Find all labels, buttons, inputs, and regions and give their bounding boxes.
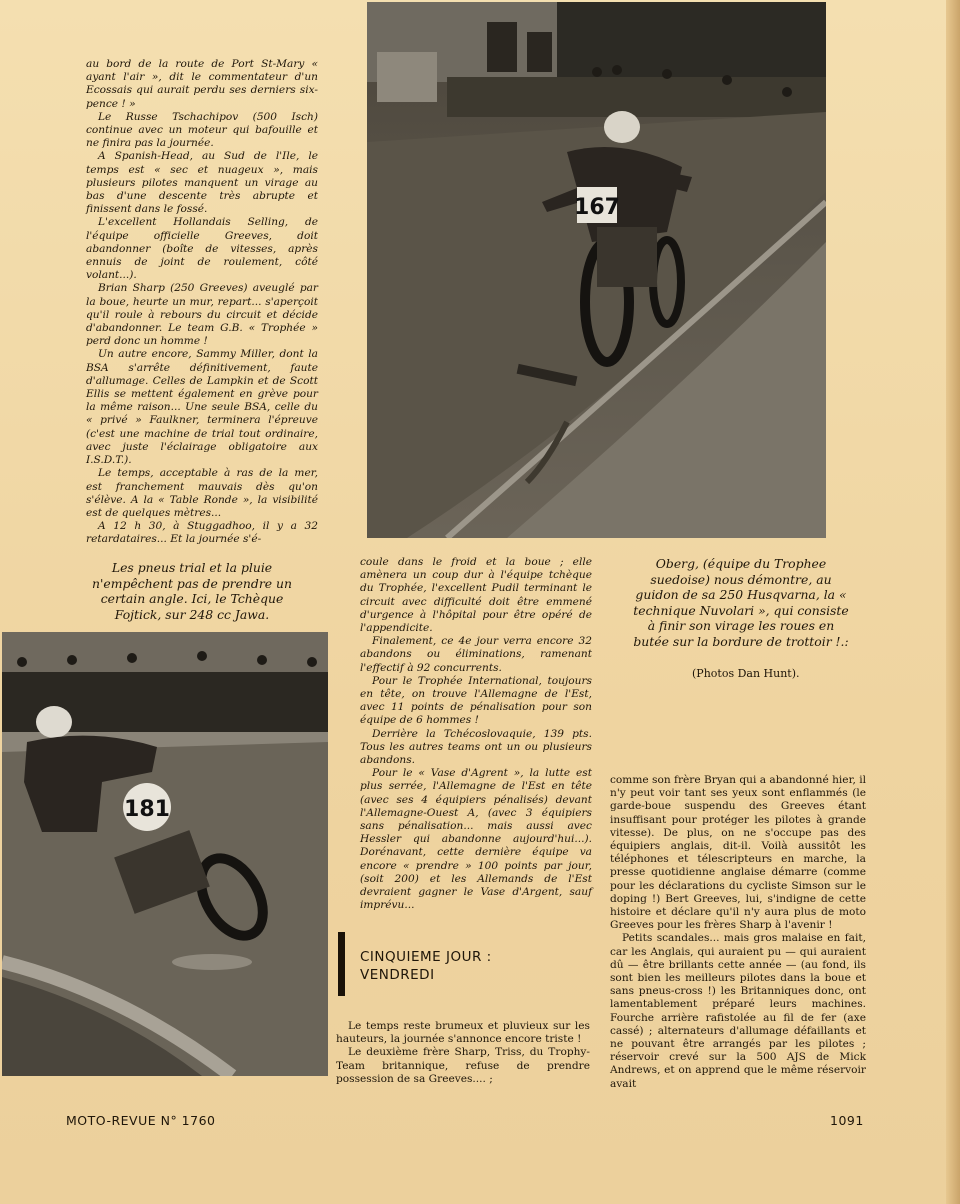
paragraph: Le Russe Tschachipov (500 Isch) continue avec un moteur qui bafouille et ne finira pas la journée.: [86, 110, 318, 150]
paragraph: Pour le « Vase d'Agrent », la lutte est plus serrée, l'Allemagne de l'Est en tête (avec ses 4 équipiers pénalisés) devant l'Allemagne-Ouest A, (avec 3 équipiers sans pénalisation... mais aussi avec Hessler qui abandonne aujourd'hui...). Dorénavant, cette dernière équipe va encore « prendre » 100 points par jour, (soit 200) et les Allemands de l'Est devraient gagner le Vase d'Argent, sauf imprévu...: [360, 767, 592, 912]
page-edge-shadow: [946, 0, 960, 1204]
photo-rider-181-image: [2, 632, 328, 1076]
paragraph: Un autre encore, Sammy Miller, dont la BSA s'arrête définitivement, faute d'allumage. Celles de Lampkin et de Scott Ellis se mettent également en grève pour la même raison... Une seule BSA, celle du « privé » Faulkner, terminera l'épreuve (c'est une machine de trial tout ordinaire, avec juste l'éclairage obligatoire aux I.S.D.T.).: [86, 348, 318, 467]
paragraph: L'excellent Hollandais Selling, de l'équipe officielle Greeves, doit abandonner (boîte de vitesses, après ennuis de joint de roulement, côté volant...).: [86, 216, 318, 282]
paragraph: comme son frère Bryan qui a abandonné hier, il n'y peut voir tant ses yeux sont enflammés (le garde-boue suspendu des Greeves étant insuffisant pour protéger les pilotes à grande vitesse). De plus, on ne s'occupe pas des équipiers anglais, dit-il. Voilà aussitôt les téléphones et télescripteurs en marche, la presse quotidienne anglaise démarre (comme pour les déclarations du cycliste Simson sur le doping !) Bert Greeves, lui, s'indigne de cette histoire et déclare qu'il n'y aura plus de moto Greeves pour les frères Sharp à l'avenir !: [610, 774, 866, 932]
paragraph: Le deuxième frère Sharp, Triss, du Trophy-Team britannique, refuse de prendre possession de sa Greeves.... ;: [336, 1046, 590, 1085]
photo-credit: (Photos Dan Hunt).: [692, 667, 800, 680]
paragraph: Le temps reste brumeux et pluvieux sur les hauteurs, la journée s'annonce encore triste !: [336, 1020, 590, 1046]
paragraph: A 12 h 30, à Stuggadhoo, il y a 32 retardataires... Et la journée s'é-: [86, 520, 318, 546]
paragraph: Derrière la Tchécoslovaquie, 139 pts. Tous les autres teams ont un ou plusieurs abandons.: [360, 727, 592, 767]
paragraph: A Spanish-Head, au Sud de l'Ile, le temps est « sec et nuageux », mais plusieurs pilotes manquent un virage au bas d'une descente très abrupte et finissent dans le fossé.: [86, 150, 318, 216]
article-column-2-lower: [336, 1020, 590, 1086]
article-column-2: [360, 556, 592, 912]
section-heading-line-1: CINQUIEME JOUR :: [360, 949, 492, 965]
photo-rider-167-image: [367, 2, 826, 538]
paragraph: Le temps, acceptable à ras de la mer, est franchement mauvais dès qu'on s'élève. A la « Table Ronde », la visibilité est de quelques mètres...: [86, 467, 318, 519]
section-heading: [338, 932, 518, 996]
section-heading-text: [360, 948, 492, 984]
photo-rider-181: [2, 632, 328, 1076]
section-heading-bar: [338, 932, 345, 996]
footer-page-number: 1091: [830, 1113, 864, 1128]
article-column-3: [610, 774, 866, 1091]
section-heading-line-2: VENDREDI: [360, 967, 435, 983]
paragraph: Petits scandales... mais gros malaise en fait, car les Anglais, qui auraient pu — qui auraient dû — être brillants cette année — (au fond, ils sont bien les meilleurs pilotes dans la boue et sans pneus-cross !) les Britanniques donc, ont lamentablement préparé leurs machines. Fourche arrière rafistolée au fil de fer (axe cassé) ; alternateurs d'allumage défaillants et ne pouvant être arrangés par les pilotes ; réservoir crevé sur la 500 AJS de Mick Andrews, et on apprend que le même réservoir avait: [610, 932, 866, 1090]
paragraph: Finalement, ce 4e jour verra encore 32 abandons ou éliminations, ramenant l'effectif à 92 concurrents.: [360, 635, 592, 674]
race-number-167: 167: [574, 195, 620, 220]
paragraph: Brian Sharp (250 Greeves) aveuglé par la boue, heurte un mur, repart... s'aperçoit qu'il roule à rebours du circuit et décide d'abandonner. Le team G.B. « Trophée » perd donc un homme !: [86, 282, 318, 348]
paragraph: au bord de la route de Port St-Mary « ayant l'air », dit le commentateur d'un Ecossais qui aurait perdu ses derniers six-pence ! »: [86, 58, 318, 110]
footer-magazine-issue: MOTO-REVUE N° 1760: [66, 1113, 216, 1128]
photo-caption-left: Les pneus trial et la pluie n'empêchent pas de prendre un certain angle. Ici, le Tchèque Fojtick, sur 248 cc Jawa.: [92, 560, 292, 622]
paragraph: coule dans le froid et la boue ; elle amènera un coup dur à l'équipe tchèque du Trophée, l'excellent Pudil terminant le circuit avec difficulté doit être emmené d'urgence à l'hôpital pour être opéré de l'appendicite.: [360, 556, 592, 635]
photo-rider-167: [367, 2, 826, 538]
photo-caption-right: Oberg, (équipe du Trophee suedoise) nous démontre, au guidon de sa 250 Husqvarna, la « technique Nuvolari », qui consiste à finir son virage les roues en butée sur la bordure de trottoir !.:: [633, 556, 849, 649]
paragraph: Pour le Trophée International, toujours en tête, on trouve l'Allemagne de l'Est, avec 11 points de pénalisation pour son équipe de 6 hommes !: [360, 674, 592, 727]
article-column-1: [86, 58, 318, 547]
race-number-181: 181: [124, 797, 170, 822]
